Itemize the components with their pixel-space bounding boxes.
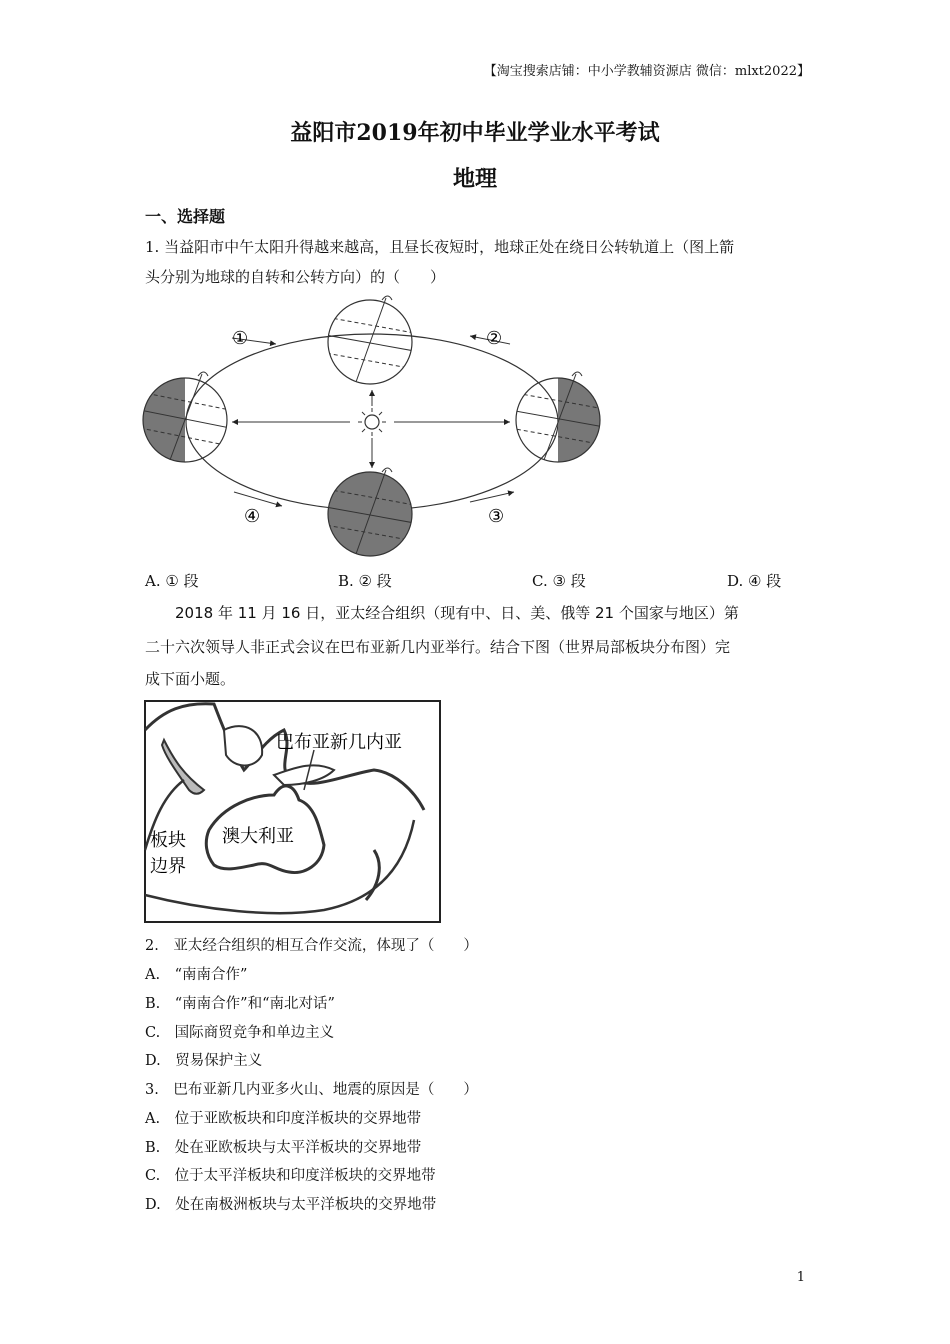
plate-map <box>144 700 441 923</box>
page-subtitle: 地理 <box>452 166 497 192</box>
q3-option-d: D. 处在南极洲板块与太平洋板块的交界地带 <box>145 1197 437 1213</box>
header-note: 【淘宝搜索店铺：中小学教辅资源店 微信：mlxt2022】 <box>483 64 810 79</box>
intro-line1: 2018 年 11 月 16 日，亚太经合组织（现有中、日、美、俄等 21 个国家与地区）第 <box>175 604 739 622</box>
intro-line2: 二十六次领导人非正式会议在巴布亚新几内亚举行。结合下图（世界局部板块分布图）完 <box>145 638 731 656</box>
q2-stem: 2. 亚太经合组织的相互合作交流，体现了（ ） <box>145 938 478 954</box>
page-title: 益阳市2019年初中毕业学业水平考试 <box>290 120 660 146</box>
intro-line3: 成下面小题。 <box>145 670 236 688</box>
segment-label-3: ③ <box>488 506 505 527</box>
q1-option-a: A. ① 段 <box>145 572 199 590</box>
q3-option-c: C. 位于太平洋板块和印度洋板块的交界地带 <box>145 1168 436 1184</box>
earth-top <box>320 296 420 384</box>
q2-option-c: C. 国际商贸竞争和单边主义 <box>145 1025 335 1041</box>
q1-option-c: C. ③ 段 <box>532 572 586 590</box>
q3-stem: 3. 巴布亚新几内亚多火山、地震的原因是（ ） <box>145 1082 478 1098</box>
q3-option-b: B. 处在亚欧板块与太平洋板块的交界地带 <box>145 1140 422 1156</box>
q1-stem-line1: 1. 当益阳市中午太阳升得越来越高，且昼长夜短时，地球正处在绕日公转轨道上（图上箭 <box>145 238 735 256</box>
q2-option-d: D. 贸易保护主义 <box>145 1053 263 1069</box>
label-png: 巴布亚新几内亚 <box>276 732 402 753</box>
segment-arrow-4 <box>234 492 282 506</box>
label-plate-1: 板块 <box>150 830 186 851</box>
segment-arrow-3 <box>470 492 514 502</box>
q3-option-a: A. 位于亚欧板块和印度洋板块的交界地带 <box>145 1111 422 1127</box>
q1-stem-line2: 头分别为地球的自转和公转方向）的（ ） <box>145 268 446 286</box>
earth-right <box>510 372 610 472</box>
label-plate-2: 边界 <box>150 856 186 877</box>
segment-label-1: ① <box>232 328 249 349</box>
q2-option-a: A. “南南合作” <box>145 967 248 983</box>
earth-bottom <box>320 468 420 556</box>
earth-left <box>140 372 230 472</box>
label-australia: 澳大利亚 <box>222 826 294 847</box>
page-number: 1 <box>796 1270 805 1285</box>
segment-label-2: ② <box>486 328 503 349</box>
q1-option-b: B. ② 段 <box>338 572 392 590</box>
segment-label-4: ④ <box>244 506 261 527</box>
q1-option-d: D. ④ 段 <box>727 572 782 590</box>
section-heading: 一、选择题 <box>145 207 226 226</box>
q2-option-b: B. “南南合作”和“南北对话” <box>145 996 335 1012</box>
orbit-diagram <box>140 292 610 564</box>
sun-icon <box>358 408 386 436</box>
